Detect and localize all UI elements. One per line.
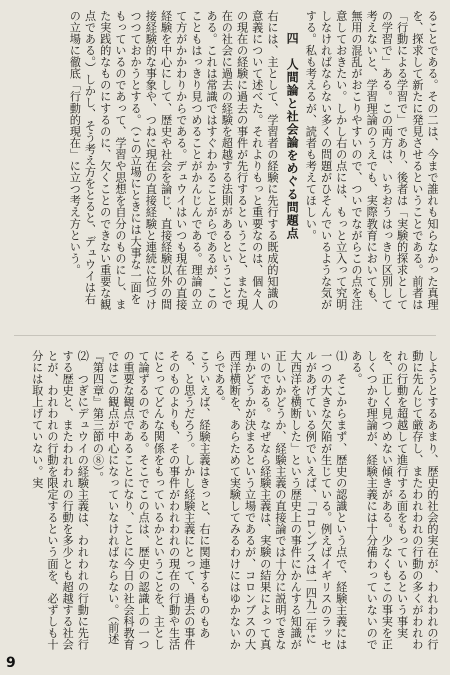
- paragraph: ることである。その二は、今まで誰れも知らなかった真理を、探求して新たに発見させるということである。前者は「行動による学習で」であり、後者は「実験的探求としての学習で」ある。この両方は、いちおうはっきり区別して考えないと、学習理論のうえでも、実際教育においても、無用の混乱がおこりやすいので、ついでながらこの点を注意しておきたい。しかし右の点には、もっと立入って究明しなければならない多くの問題がひそんでいるような気がする。私も考えるが、読者も考えてほしい。: [304, 10, 439, 311]
- paragraph: ⑴ そこからまず、歴史の認識という点で、経験主義には一つの大きな欠陥が生じている。例えばイギリスのラッセルがあげている例でいえば、「コロンブスは一四九二年に大西洋を横断した」という歴史上の事件にかんする知識が正しいかどうか、経験主義の直接論では十分に説明できないのである。なぜなら経験主義は、実験の結果によって真理かどうかが決まるという立場であるが、コロンブスの大西洋横断を、あらためて実験してみるわけにはゆかないからである。: [213, 350, 348, 651]
- lower-text-block: [22, 350, 440, 652]
- section-heading: 四 人間論と社会論をめぐる問題点: [285, 32, 300, 240]
- section-divider: [14, 335, 436, 336]
- paragraph: こういえば、経験主義はきっと、右に関連するものもある、と思うだろう。しかし経験主義にとって、過去の事件そのものよりも、その事件がわれわれの現在の行動や生活にとってどんな関係をもっているかということを、主として論ずるのである。そこでこの点は、歴史の認識上の一つの重要な観点であることになり、ことに今日の社会科教育ではこの観点が中心になっていなければならない。（前述『第四章』第三節の⑧）。: [91, 350, 211, 651]
- paragraph: ⑵ つぎにデュウイの経験主義は、われわれの行動に先行する歴史と、またわれわれの行動を多少とも超越する社会とが、われわれの行動を限定するという面を、必ずしも十分には取上げていない。実: [30, 350, 90, 651]
- paragraph: 右には、主として、学習者の経験に先行する既成的知識の意義について述べた。それよりもっと重要なのは、個々人の現在の経験に過去の事件が先行するということ、また現在の社会に過去の経験を超越する法則があるということである。これは常識ではすぐわかることがらであるが、このこともはっきり見つめることがかんじんである。理論の立て方がかかわりからである。デュウイはいつも現在の直接経験を中心にして、歴史や社会を論じ、直接経験以外の間接経験的な事象や、つねに現在の直接経験と連続に位づけつつておかうとする。（この立場にときには大事な一面をもっているのであって、学習や思想を自分のものにし、また実践的なものにするのに、欠くことのできない重要な観点である。）しかし、そう考え方をとると、デュウイは右の立場に徹底「行動的現在」に立つ考え方という。: [68, 10, 279, 311]
- upper-text-block: [22, 10, 440, 316]
- paragraph: しようとするあまり、歴史的社会的実在が、われわれの行動に先んじて厳存し、またわれわれの行動の多くがわれわれの行動を超越して進行する面をもっているという事実を、正しく見つめない傾きがある。少なくもこの事実を正しくつかむ理論が、経験主義には十分備わっていないのである。: [349, 350, 439, 651]
- page-number: 9: [6, 655, 16, 671]
